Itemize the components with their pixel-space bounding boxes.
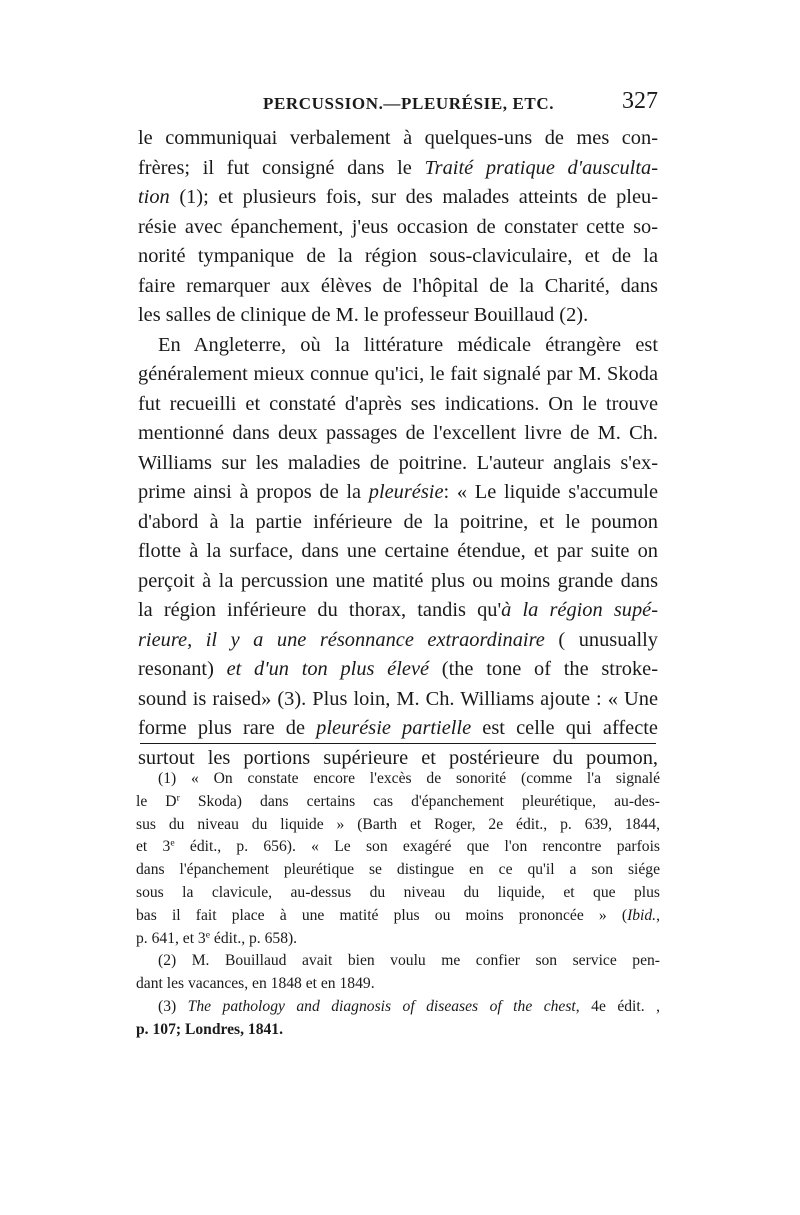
page-number: 327: [622, 88, 658, 114]
book-title: The pathology and diagnosis of diseases of the chest: [187, 997, 576, 1015]
book-title: tion: [138, 186, 170, 208]
text-line: la région inférieure du thorax, tandis qu'à la région supé-: [138, 599, 658, 621]
footnote-line: sus du niveau du liquide » (Barth et Roger, 2e édit., p. 639, 1844,: [136, 815, 660, 833]
emphasis: rieure, il y a une résonnance extraordinaire: [138, 628, 545, 651]
footnote-line: sous la clavicule, au-dessus du niveau du liquide, et que plus: [136, 883, 660, 901]
text-line: résie avec épanchement, j'eus occasion de constater cette so-: [138, 215, 658, 238]
text-line: forme plus rare de pleurésie partielle est celle qui affecte: [138, 717, 658, 739]
text-line: perçoit à la percussion une matité plus ou moins grande dans: [138, 569, 658, 592]
text-line: les salles de clinique de M. le professeur Bouillaud (2).: [138, 304, 589, 326]
running-head: PERCUSSION.—PLEURÉSIE, ETC.: [263, 94, 555, 113]
footnote-line: bas il fait place à une matité plus ou moins prononcée » (Ibid.,: [136, 906, 660, 924]
emphasis: et d'un ton plus élevé: [226, 658, 430, 680]
text-line: tion (1); et plusieurs fois, sur des malades atteints de pleu-: [138, 186, 658, 208]
emphasis: à la région supé-: [501, 599, 658, 621]
footnotes: [136, 768, 660, 1042]
emphasis: pleurésie partielle: [316, 717, 472, 739]
text-line: le communiquai verbalement à quelques-uns de mes con-: [138, 127, 658, 149]
footnote-line: dant les vacances, en 1848 et en 1849.: [136, 975, 375, 993]
footnote-line: et 3e édit., p. 656). « Le son exagéré que l'on rencontre parfois: [136, 838, 660, 856]
emphasis: pleurésie: [368, 481, 444, 503]
text-line: surtout les portions supérieure et postérieure du poumon,: [138, 746, 658, 769]
footnote-line: (1) « On constate encore l'excès de sonorité (comme l'a signalé: [158, 770, 660, 787]
footnote-line: p. 641, et 3e édit., p. 658).: [136, 929, 298, 947]
citation-ibid: Ibid.: [627, 906, 657, 924]
text-line: sound is raised» (3). Plus loin, M. Ch. Williams ajoute : « Une: [138, 687, 658, 710]
text-line: En Angleterre, où la littérature médicale étrangère est: [158, 333, 658, 356]
footnote-line: dans l'épanchement pleurétique se distingue en ce qu'il a son siége: [136, 861, 660, 879]
main-text: [138, 124, 658, 773]
text-line: faire remarquer aux élèves de l'hôpital de la Charité, dans: [138, 274, 658, 297]
footnote-line: le $D^r$ Skoda) dans certains cas d'épanchement pleurétique, au-des-: [136, 792, 660, 810]
text-line: prime ainsi à propos de la pleurésie: « Le liquide s'accumule: [138, 481, 658, 503]
footnote-line: (2) M. Bouillaud avait bien voulu me confier son service pen-: [158, 952, 660, 970]
text-line: d'abord à la partie inférieure de la poitrine, et le poumon: [138, 510, 658, 533]
footnote-line: p. 107; Londres, 1841.: [136, 1020, 284, 1038]
text-line: norité tympanique de la région sous-claviculaire, et de la: [138, 245, 658, 267]
text-line: fut recueilli et constaté d'après ses indications. On le trouve: [138, 392, 658, 415]
book-title: Traité pratique d'ausculta-: [424, 156, 658, 179]
text-line: frères; il fut consigné dans le Traité pratique d'ausculta-: [138, 156, 658, 179]
text-line: rieure, il y a une résonnance extraordinaire ( unusually: [138, 628, 658, 651]
footnote-divider: [140, 743, 656, 744]
text-line: mentionné dans deux passages de l'excellent livre de M. Ch.: [138, 422, 658, 444]
text-line: resonant) et d'un ton plus élevé (the tone of the stroke-: [138, 658, 658, 680]
page-header: [138, 88, 658, 122]
footnote-line: (3) The pathology and diagnosis of diseases of the chest, 4e édit. ,: [158, 997, 660, 1015]
text-line: généralement mieux connue qu'ici, le fait signalé par M. Skoda: [138, 363, 658, 385]
text-line: Williams sur les maladies de poitrine. L'auteur anglais s'ex-: [138, 451, 658, 474]
text-line: flotte à la surface, dans une certaine étendue, et par suite on: [138, 540, 658, 562]
